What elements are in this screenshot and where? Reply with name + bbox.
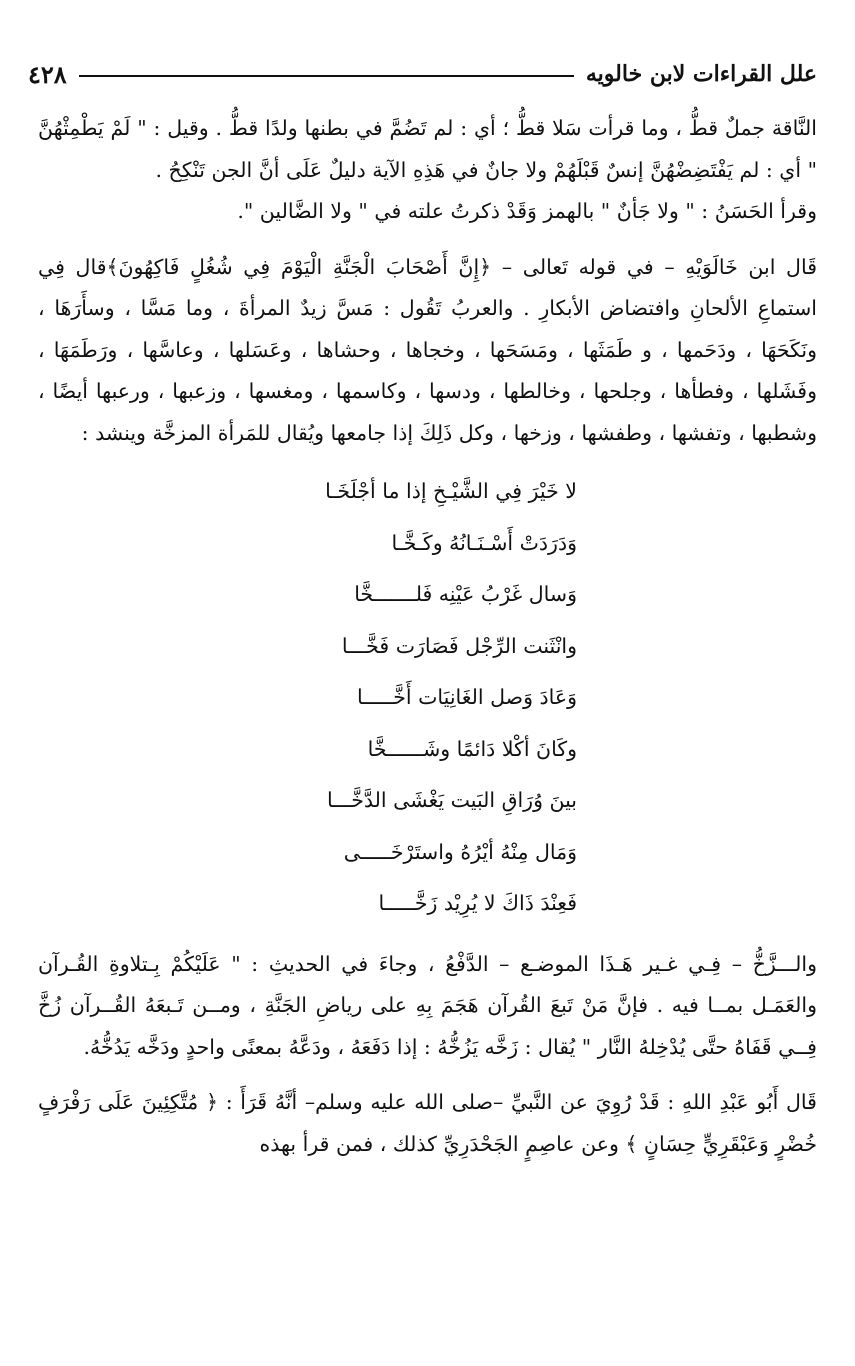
poem-verse: وكَانَ أكْلا دَائمًا وشَــــــخَّا bbox=[367, 736, 577, 761]
poem-verse: بينَ وُرَاقِ البَيت يَغْشَى الدَّخَّـــا bbox=[326, 788, 577, 812]
text-line: النَّاقة جملٌ قطُّ ، وما قرأت سَلا قطُّ ؛ أي : لم تَضُمَّ في بطنها ولدًا قطُّ . وقيل : " لَمْ bbox=[110, 116, 817, 140]
paragraph bbox=[38, 1082, 817, 1165]
paragraph bbox=[38, 247, 817, 455]
poem-verse: وَسال غَرْبُ عَيْنِه فَلـــــــخَّا bbox=[354, 582, 577, 606]
page-number: ٤٢٨ bbox=[28, 59, 67, 89]
text-line: بِـتلاوةِ القُـرآن والعَمَـل بمــا فيه . فإنَّ مَنْ تَبعَ القُرآن هَجَمَ بِهِ على رياضِ الجَنَّةِ ، bbox=[38, 951, 817, 1017]
text-line: وقرأ الحَسَنُ : " ولا جَأنٌ " بالهمز وَقَدْ ذكرتُ علته في " ولا الضَّالين ". bbox=[237, 199, 817, 223]
paragraph bbox=[38, 108, 817, 191]
poem-verse: وَمَال مِنْهُ أيْرُهُ واستَرْخَـــــى bbox=[343, 839, 577, 864]
poem bbox=[38, 466, 817, 930]
paragraph bbox=[38, 944, 817, 1069]
poem-verse: فَعِنْدَ ذَاكَ لا يُرِيْد زَخَّـــــا bbox=[378, 891, 577, 915]
text-line: قَال ابن خَالَوَيْهِ – في قوله تَعالى – ﴿إِنَّ أَصْحَابَ الْجَنَّةِ الْيَوْمَ فِي شُغُلٍ فَاكِهُونَ﴾قال bbox=[75, 254, 817, 279]
running-title: علل القراءات لابن خالويه bbox=[585, 61, 817, 87]
poem-verse: وانْثَنت الرِّجْل فَصَارَت فَخَّـــا bbox=[341, 633, 577, 658]
text-line: ودَعَّهُ بمعنًى واحدٍ ودَخَّه يَدُخُّهُ. bbox=[83, 1034, 331, 1059]
page-header bbox=[28, 52, 817, 96]
poem-verse: وَدَرَدَتْ أَسْـنَـانُهُ وكَـخَّـا bbox=[391, 530, 577, 555]
text-line: وسأَرَهَا ، ونَكَحَهَا ، ودَحَمها ، و طَمَثَها ، ومَسَحَها ، وخجاها ، وحشاها ، وعَسَلها ، bbox=[38, 296, 817, 362]
text-line: قَال أَبُو عَبْدِ اللهِ : قَدْ رُوِيَ عن النَّبيِّ –صلى الله عليه وسلم– أنَّهُ قَرَأَ : ﴿ مُتَّكِئِينَ bbox=[141, 1090, 817, 1114]
header-rule bbox=[79, 75, 574, 77]
paragraph bbox=[38, 191, 817, 233]
poem-verse: لا خَيْرَ فِي الشَّيْـخِ إذا ما أجْلَخَـا bbox=[325, 479, 577, 503]
text-line: إذا جامعها ويُقال للمَرأة المزخَّة وينشد : bbox=[81, 420, 414, 445]
poem-verse: وَعَادَ وَصل الغَانِيَات أَخَّـــــا bbox=[356, 685, 577, 709]
text-line: يَطْمِثْهُنَّ " أي : لم يَفْتَضِضْهُنَّ إنسٌ قَبْلَهُمْ ولا جانٌ في هَذِهِ الآية دليلٌ عَلَى أنَّ الجن تَنْكِحُ . bbox=[38, 116, 817, 182]
text-line: وعاسَّها ، ورَطَمَهَا ، وفَشَلها ، وفطأها ، وجلحها ، وخالطها ، ودسها ، وكاسمها ، bbox=[38, 337, 817, 403]
text-line: ومغسها ، وزعبها ، ورعبها أيضًا ، وشطبها ، وتفشها ، وطفشها ، وزخها ، وكل ذَلِكَ bbox=[38, 379, 817, 445]
text-line: فِي استماعِ الألحانِ وافتضاض الأبكارِ . والعربُ تَقُول : مَسَّ زيدٌ المرأةَ ، وما مَسَّا ، bbox=[38, 254, 817, 320]
text-line: والـــزَّخُّ – فِـي غـير هَـذَا الموضـع – الدَّفْعُ ، وجاءَ في الحديثِ : " عَلَيْكُمْ bbox=[170, 951, 817, 976]
page-body bbox=[38, 108, 817, 1165]
text-line: عَلَى رَفْرَفٍ خُضْرٍ وَعَبْقَرِيٍّ حِسَانٍ ﴾ وعن عاصِمٍ الجَحْدَرِيِّ كذلك ، فمن قرأ بهذه bbox=[38, 1090, 817, 1156]
text-line: ومــن تَـبعَهُ القُــرآن زُخَّ فِــي قَفَاهُ حتَّى يُدْخِلهُ النَّار " يُقال : زَخَّه يَزُخُّهُ : إذا دَفَعَهُ ، bbox=[38, 993, 817, 1059]
